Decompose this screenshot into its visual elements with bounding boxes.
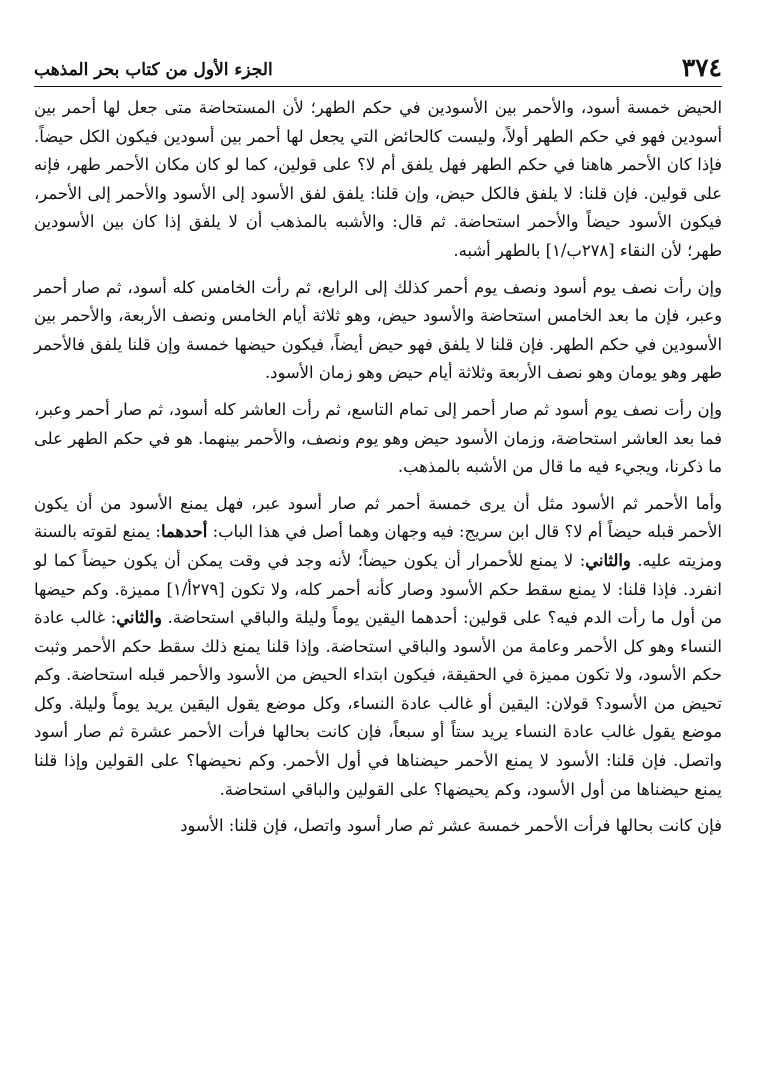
paragraph-4-text-c: : لا يمنع للأحمرار أن يكون حيضاً؛ لأنه وجد في وقت يمكن أن يكون حيضاً كما لو انفرد. فإذا قلنا: لا يمنع سقط حكم الأسود وصار كأنه أحمر كله، ولا تكون [٢٧٩أ/١] مميزة. وكم حيضها من أول ما رأت الدم فيه؟ على قولين: أحدهما اليقين يوماً وليلة والباقي استحاضة. [34,550,722,628]
header-rule [34,86,722,87]
paragraph-4 [34,490,722,805]
paragraph-5: فإن كانت بحالها فرأت الأحمر خمسة عشر ثم صار أسود واتصل، فإن قلنا: الأسود [180,816,722,836]
label-second-view-2: والثاني [116,608,162,628]
page-header [34,52,722,82]
paragraph-3: وإن رأت نصف يوم أسود ثم صار أحمر إلى تمام التاسع، ثم رأت العاشر كله أسود، ثم صار أحمر وعبر، فما بعد العاشر استحاضة، وزمان الأسود حيض وهو يوم ونصف، والأحمر بينهما. هو في حكم الطهر على ما ذكرنا، ويجيء فيه ما قال من الأشبه بالمذهب. [34,399,722,477]
label-first-view: أحدهما [160,522,208,542]
paragraph-2: وإن رأت نصف يوم أسود ونصف يوم أحمر كذلك إلى الرابع، ثم رأت الخامس كله أسود، ثم صار أحمر وعبر، فإن ما بعد الخامس استحاضة والأسود حيض، وهو ثلاثة أيام الخامس ونصف الأربعة، والأحمر بين الأسودين في حكم الطهر. فإن قلنا لا يلفق فهو حيض أيضاً، فيكون حيضها خمسة وإن قلنا يلفق فالأحمر طهر وهو يومان وهو نصف الأربعة وثلاثة أيام حيض وهو زمان الأسود. [34,277,722,383]
paragraph-4-text-a: وأما الأحمر ثم الأسود مثل أن يرى خمسة أحمر ثم صار أسود عبر، فهل يمنع الأسود من أن يكون الأحمر قبله حيضاً أم لا؟ قال ابن سريج: فيه وجهان وهما أصل في هذا الباب: [34,493,722,542]
running-title: الجزء الأول من كتاب بحر المذهب [34,60,273,80]
page-number: ٣٧٤ [681,53,722,82]
label-second-view: والثاني [585,550,631,570]
paragraph-4-text-d: : غالب عادة النساء وهو كل الأحمر وعامة من الأسود والباقي استحاضة. وإذا قلنا يمنع ذلك سقط حكم الأحمر وثبت حكم الأسود، ولا تكون مميزة في الحقيقة، فيكون ابتداء الحيض من الأسود والأحمر قبله استحاضة. وكم تحيض من الأسود؟ قولان: اليقين أو غالب عادة النساء، وكل موضع يقول اليقين يريد يوماً وليلة. وكل موضع يقول غالب عادة النساء يريد ستاً أو سبعاً، فإن كانت بحالها فرأت الأحمر عشرة ثم صار أسود واتصل. فإن قلنا: الأسود لا يمنع الأحمر حيضناها في أول الأحمر. وكم نحيضها؟ على القولين وإذا قلنا يمنع حيضناها من أول الأسود، وكم يحيضها؟ على القولين والباقي استحاضة. [34,608,722,799]
page-body [34,94,722,841]
paragraph-4-text-b: : يمنع لقوته بالسنة ومزيته عليه. [34,522,722,570]
paragraph-1: الحيض خمسة أسود، والأحمر بين الأسودين في حكم الطهر؛ لأن المستحاضة متى جعل لها أحمر بين أسودين فهو في حكم الطهر أولاً، وليست كالحائض التي يجعل لها أحمر بين أسودين فيكون الكل حيضاً. فإذا كان الأحمر هاهنا في حكم الطهر فهل يلفق أم لا؟ على قولين، كما لو كان مكان الأحمر طهر، فإنه على قولين. فإن قلنا: لا يلفق فالكل حيض، وإن قلنا: يلفق لفق الأسود إلى الأسود والأحمر إلى الأحمر، فيكون الأسود حيضاً والأحمر استحاضة. ثم قال: والأشبه بالمذهب أن لا يلفق إذا كان بين الأسودين طهر؛ لأن النقاء [٢٧٨ب/١] بالطهر أشبه. [34,98,722,260]
